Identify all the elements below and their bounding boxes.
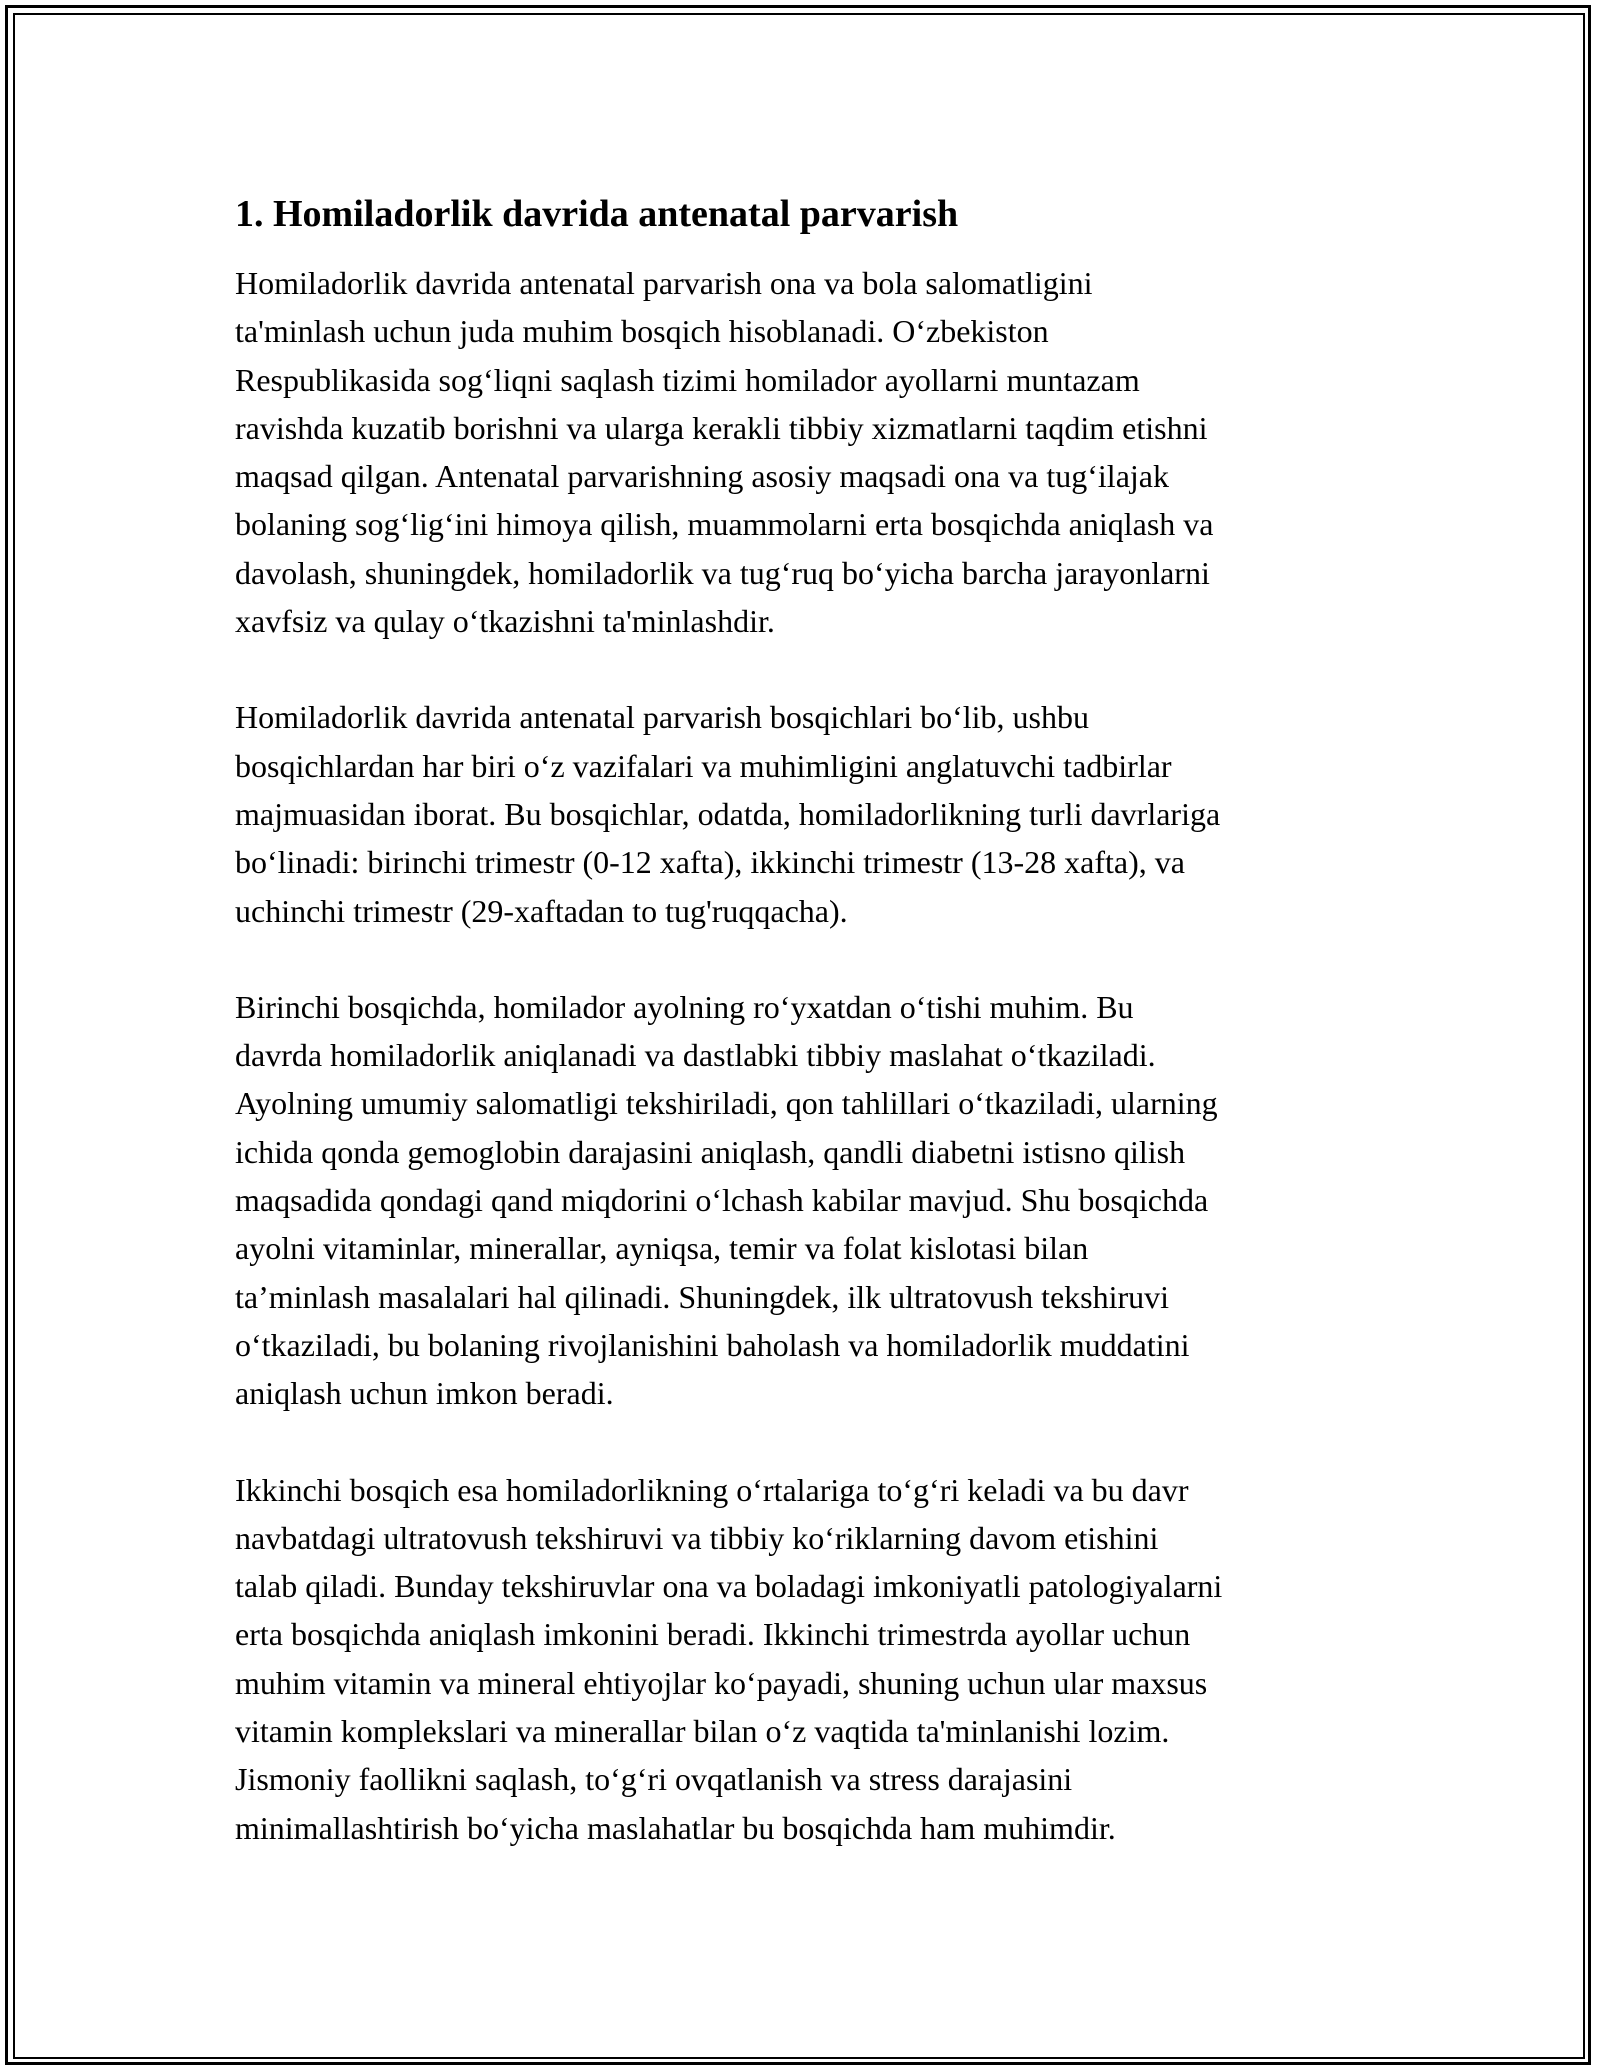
paragraph-second-stage: Ikkinchi bosqich esa homiladorlikning o‘rtalariga to‘g‘ri keladi va bu davr navbatdagi ultratovush tekshiruvi va tibbiy ko‘riklarning davom etishini talab qiladi. Bunday tekshiruvlar ona va boladagi imkoniyatli patologiyalarni erta bosqichda aniqlash imkonini beradi. Ikkinchi trimestrda ayollar uchun muhim vitamin va mineral ehtiyojlar ko‘payadi, shuning uchun ular maxsus vitamin komplekslari va minerallar bilan o‘z vaqtida ta'minlanishi lozim. Jismoniy faollikni saqlash, to‘g‘ri ovqatlanish va stress darajasini minimallashtirish bo‘yicha maslahatlar bu bosqichda ham muhimdir. xyxy=(235,1471,1223,1846)
paragraph-stages: Homiladorlik davrida antenatal parvarish bosqichlari bo‘lib, ushbu bosqichlardan har biri o‘z vazifalari va muhimligini anglatuvchi tadbirlar majmuasidan iborat. Bu bosqichlar, odatda, homiladorlikning turli davrlariga bo‘linadi: birinchi trimestr (0-12 xafta), ikkinchi trimestr (13-28 xafta), va uchinchi trimestr (29-xaftadan to tug'ruqqacha). xyxy=(235,699,1221,929)
paragraph-intro: Homiladorlik davrida antenatal parvarish ona va bola salomatligini ta'minlash uchun juda muhim bosqich hisoblanadi. O‘zbekiston Respublikasida sog‘liqni saqlash tizimi homilador ayollarni muntazam ravishda kuzatib borishni va ularga kerakli tibbiy xizmatlarni taqdim etishni maqsad qilgan. Antenatal parvarishning asosiy maqsadi ona va tug‘ilajak bolaning sog‘lig‘ini himoya qilish, muammolarni erta bosqichda aniqlash va davolash, shuningdek, homiladorlik va tug‘ruq bo‘yicha barcha jarayonlarni xavfsiz va qulay o‘tkazishni ta'minlashdir. xyxy=(235,265,1214,640)
document-body xyxy=(235,186,1385,1900)
section-heading: 1. Homiladorlik davrida antenatal parvarish xyxy=(235,193,959,235)
paragraph-first-stage: Birinchi bosqichda, homilador ayolning ro‘yxatdan o‘tishi muhim. Bu davrda homiladorlik aniqlanadi va dastlabki tibbiy maslahat o‘tkaziladi. Ayolning umumiy salomatligi tekshiriladi, qon tahlillari o‘tkaziladi, ularning ichida qonda gemoglobin darajasini aniqlash, qandli diabetni istisno qilish maqsadida qondagi qand miqdorini o‘lchash kabilar mavjud. Shu bosqichda ayolni vitaminlar, minerallar, ayniqsa, temir va folat kislotasi bilan ta’minlash masalalari hal qilinadi. Shuningdek, ilk ultratovush tekshiruvi o‘tkaziladi, bu bolaning rivojlanishini baholash va homiladorlik muddatini aniqlash uchun imkon beradi. xyxy=(235,988,1218,1412)
